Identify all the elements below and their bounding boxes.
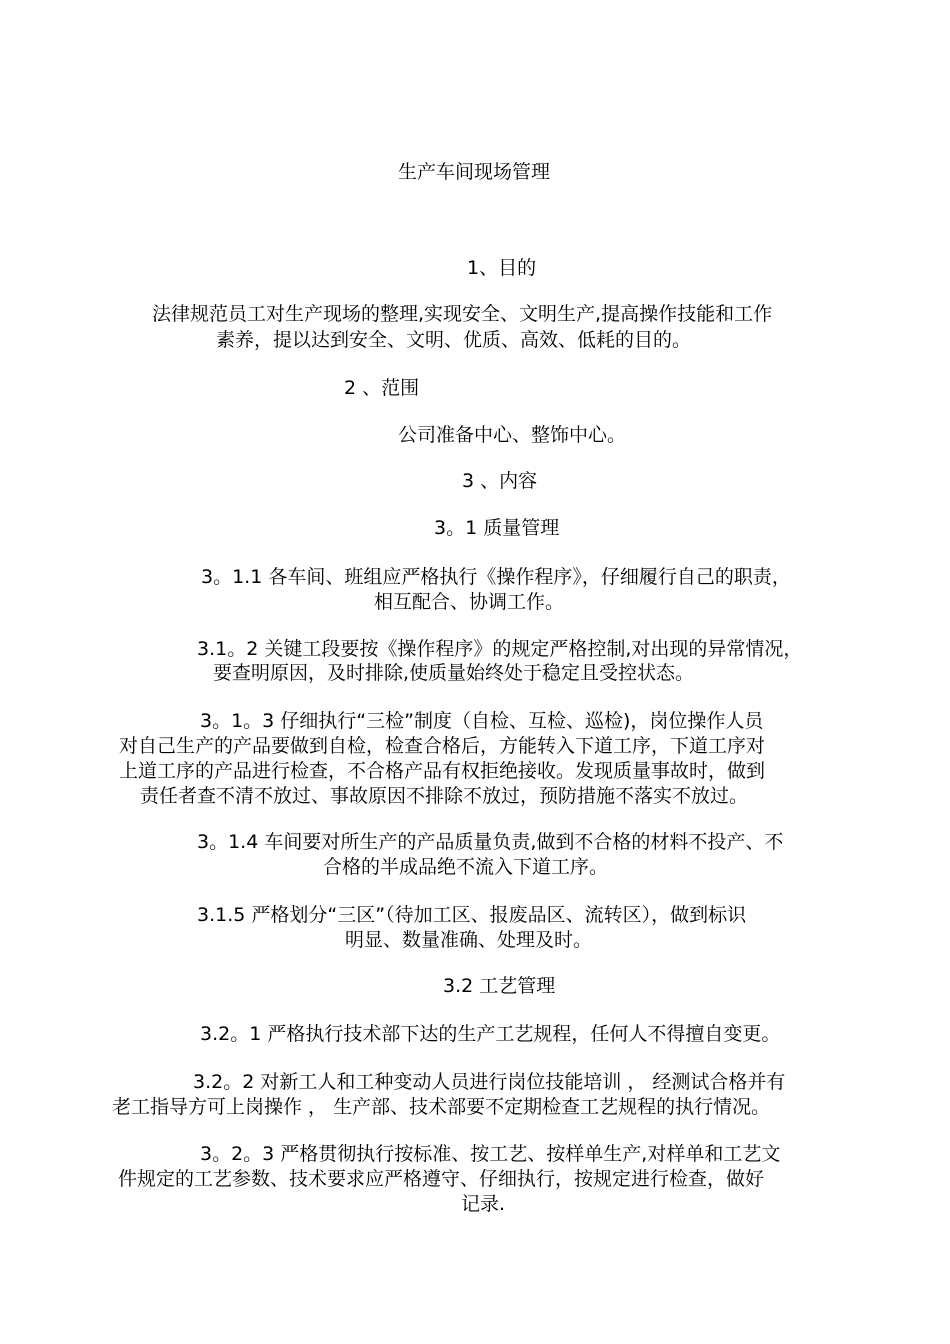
clause-3-1-5-line-1: 3.1.5 严格划分“三区”（待加工区、报废品区、流转区），做到标识	[197, 904, 747, 926]
clause-3-2-3-line-2: 件规定的工艺参数、技术要求应严格遵守、仔细执行，按规定进行检查，做好	[118, 1168, 765, 1190]
clause-3-2-2-line-2: 老工指导方可上岗操作 ， 生产部、技术部要不定期检查工艺规程的执行情况。	[112, 1096, 771, 1118]
clause-3-1-4-line-2: 合格的半成品绝不流入下道工序。	[323, 856, 609, 878]
clause-3-1-3-line-4: 责任者查不清不放过、事故原因不排除不放过，预防措施不落实不放过。	[140, 785, 749, 807]
clause-3-2-3-line-1: 3。2。3 严格贯彻执行按标准、按工艺、按样单生产,对样单和工艺文	[200, 1143, 781, 1165]
section-3-heading: 3 、内容	[462, 470, 538, 492]
clause-3-2-1-line-1: 3.2。1 严格执行技术部下达的生产工艺规程，任何人不得擅自变更。	[200, 1023, 781, 1045]
section-1-text-line-2: 素养，提以达到安全、文明、优质、高效、低耗的目的。	[216, 329, 692, 351]
section-1-heading: 1、目的	[467, 257, 537, 279]
clause-3-1-3-line-1: 3。1。3 仔细执行“三检”制度（自检、互检、巡检)，岗位操作人员	[200, 710, 764, 732]
clause-3-1-3-line-2: 对自己生产的产品要做到自检，检查合格后，方能转入下道工序，下道工序对	[119, 735, 766, 757]
section-2-heading: 2 、范围	[344, 377, 420, 399]
section-3-1-heading: 3。1 质量管理	[434, 517, 560, 539]
clause-3-1-2-line-1: 3.1。2 关键工段要按《操作程序》的规定严格控制,对出现的异常情况，	[197, 638, 803, 660]
document-title: 生产车间现场管理	[398, 161, 551, 183]
clause-3-2-3-line-3: 记录.	[461, 1193, 506, 1215]
clause-3-1-1-line-1: 3。1.1 各车间、班组应严格执行《操作程序》，仔细履行自己的职责，	[201, 566, 791, 588]
section-3-2-heading: 3.2 工艺管理	[443, 975, 556, 997]
clause-3-1-2-line-2: 要查明原因，及时排除,使质量始终处于稳定且受控状态。	[213, 662, 695, 684]
clause-3-1-1-line-2: 相互配合、协调工作。	[374, 591, 565, 613]
clause-3-2-2-line-1: 3.2。2 对新工人和工种变动人员进行岗位技能培训 ， 经测试合格并有	[193, 1071, 786, 1093]
section-1-text-line-1: 法律规范员工对生产现场的整理,实现安全、文明生产,提高操作技能和工作	[152, 303, 773, 325]
clause-3-1-4-line-1: 3。1.4 车间要对所生产的产品质量负责,做到不合格的材料不投产、不	[197, 831, 784, 853]
clause-3-1-3-line-3: 上道工序的产品进行检查，不合格产品有权拒绝接收。发现质量事故时，做到	[119, 760, 766, 782]
section-2-text: 公司准备中心、整饰中心。	[398, 424, 627, 446]
clause-3-1-5-line-2: 明显、数量准确、处理及时。	[345, 929, 593, 951]
